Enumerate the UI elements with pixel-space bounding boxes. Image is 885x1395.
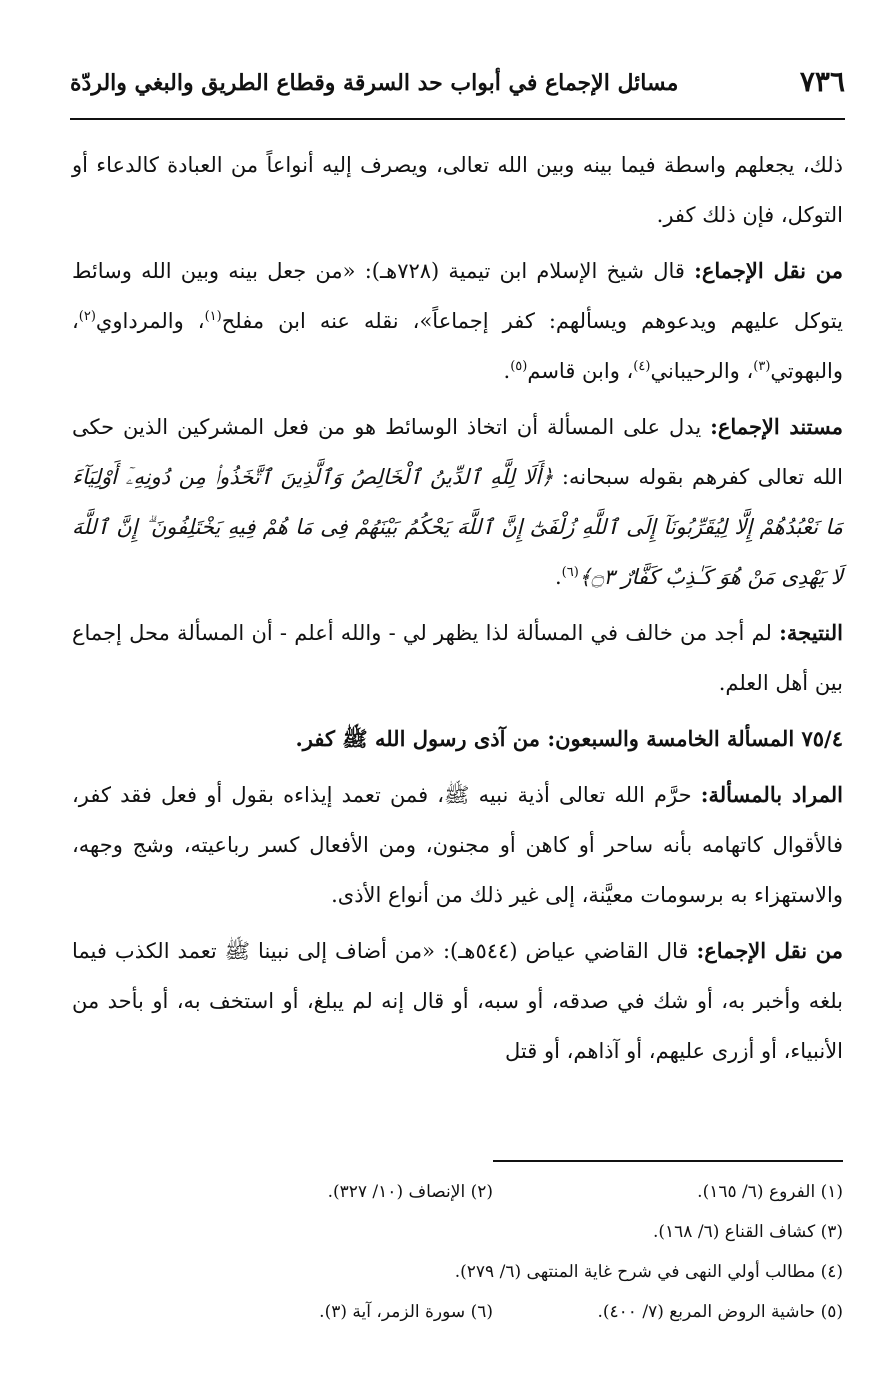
paragraph-result: [72, 608, 843, 708]
paragraph-meaning: [72, 770, 843, 920]
paragraph-lead: من نقل الإجماع:: [696, 938, 843, 963]
paragraph-consensus-transmission-2: [72, 926, 843, 1076]
paragraph-consensus-transmission: [72, 246, 843, 396]
footnote-5: (٥) حاشية الروض المربع (٧/ ٤٠٠).: [597, 1302, 843, 1322]
paragraph-text-part: ، والبهوتي: [72, 309, 843, 383]
paragraph-text-part: ، وابن قاسم: [527, 359, 634, 383]
paragraph-text: قال القاضي عياض (٥٤٤هـ): «من أضاف إلى نبينا ﷺ تعمد الكذب فيما بلغه وأخبر به، أو شك في صدقه، أو سبه، أو قال إنه لم يبلغ، أو استخف به، أو بأحد من الأنبياء، أو أزرى عليهم، أو آذاهم، أو قتل: [72, 939, 843, 1063]
footnote-ref-3: (٣): [753, 359, 771, 374]
footnote-ref-6: (٦): [561, 565, 579, 580]
paragraph-text: حرَّم الله تعالى أذية نبيه ﷺ، فمن تعمد إيذاءه بقول أو فعل فقد كفر، فالأقوال كاتهامه بأنه ساحر أو كاهن أو مجنون، ومن الأفعال كسر رباعيته، وشج وجهه، والاستهزاء به برسومات معيَّنة، إلى غير ذلك من أنواع الأذى.: [72, 783, 843, 907]
footnote-ref-4: (٤): [633, 359, 651, 374]
footnote-line: [72, 1252, 843, 1292]
page-number: ٧٣٦: [799, 65, 845, 98]
main-text: [72, 140, 843, 1082]
paragraph-text-part: ، والرحيباني: [650, 359, 754, 383]
paragraph-lead: النتيجة:: [779, 620, 843, 645]
footnote-6: (٦) سورة الزمر، آية (٣).: [319, 1302, 493, 1322]
footnote-2: (٢) الإنصاف (١٠/ ٣٢٧).: [327, 1182, 493, 1202]
footnote-3: (٣) كشاف القناع (٦/ ١٦٨).: [652, 1222, 843, 1242]
quran-verse: ﴿أَلَا لِلَّهِ ٱلدِّينُ ٱلْخَالِصُ وَٱلَّذِينَ ٱتَّخَذُوا۟ مِن دُونِهِۦٓ أَوْلِيَآءَ مَا نَعْبُدُهُمْ إِلَّا لِيُقَرِّبُونَآ إِلَى ٱللَّهِ زُلْفَىٰٓ إِنَّ ٱللَّهَ يَحْكُمُ بَيْنَهُمْ فِى مَا هُمْ فِيهِ يَخْتَلِفُونَ ۗ إِنَّ ٱللَّهَ لَا يَهْدِى مَنْ هُوَ كَـٰذِبٌ كَفَّارٌ ۝٣﴾: [72, 465, 843, 589]
page-header: [70, 62, 845, 112]
paragraph-text-part: ، والمرداوي: [95, 309, 205, 333]
paragraph-lead: من نقل الإجماع:: [694, 258, 844, 283]
footnote-rule: [493, 1160, 843, 1162]
running-title: مسائل الإجماع في أبواب حد السرقة وقطاع الطريق والبغي والردّة: [70, 70, 679, 96]
section-heading: ٧٥/٤ المسألة الخامسة والسبعون: من آذى رسول الله ﷺ كفر.: [295, 726, 843, 751]
footnote-ref-1: (١): [204, 309, 222, 324]
header-rule: [70, 118, 845, 120]
paragraph-text: يدل على المسألة أن اتخاذ الوسائط هو من فعل المشركين الذين حكى الله تعالى كفرهم بقوله سبحانه:: [72, 415, 844, 489]
paragraph-text-part: .: [503, 359, 511, 383]
footnote-ref-5: (٥): [510, 359, 528, 374]
footnote-line: [72, 1292, 843, 1332]
paragraph-text: لم أجد من خالف في المسألة لذا يظهر لي - والله أعلم - أن المسألة محل إجماع بين أهل العلم.: [72, 621, 843, 695]
paragraph-consensus-basis: [72, 402, 843, 602]
footnote-4: (٤) مطالب أولي النهى في شرح غاية المنتهى (٦/ ٢٧٩).: [454, 1262, 843, 1282]
paragraph-text: قال شيخ الإسلام ابن تيمية (٧٢٨هـ): «من جعل بينه وبين الله وسائط يتوكل عليهم ويدعوهم ويسألهم: كفر إجماعاً»، نقله عنه ابن مفلح: [72, 259, 843, 333]
paragraph-text-part: .: [554, 565, 562, 589]
footnote-line: [72, 1212, 843, 1252]
footnotes: [72, 1172, 843, 1332]
footnote-ref-2: (٢): [78, 309, 96, 324]
footnote-line: [72, 1172, 843, 1212]
paragraph-1-text: ذلك، يجعلهم واسطة فيما بينه وبين الله تعالى، ويصرف إليه أنواعاً من العبادة كالدعاء أو التوكل، فإن ذلك كفر.: [72, 153, 843, 227]
paragraph-lead: المراد بالمسألة:: [700, 782, 843, 807]
paragraph-lead: مستند الإجماع:: [710, 414, 843, 439]
paragraph-1: [72, 140, 843, 240]
footnote-1: (١) الفروع (٦/ ١٦٥).: [697, 1182, 843, 1202]
